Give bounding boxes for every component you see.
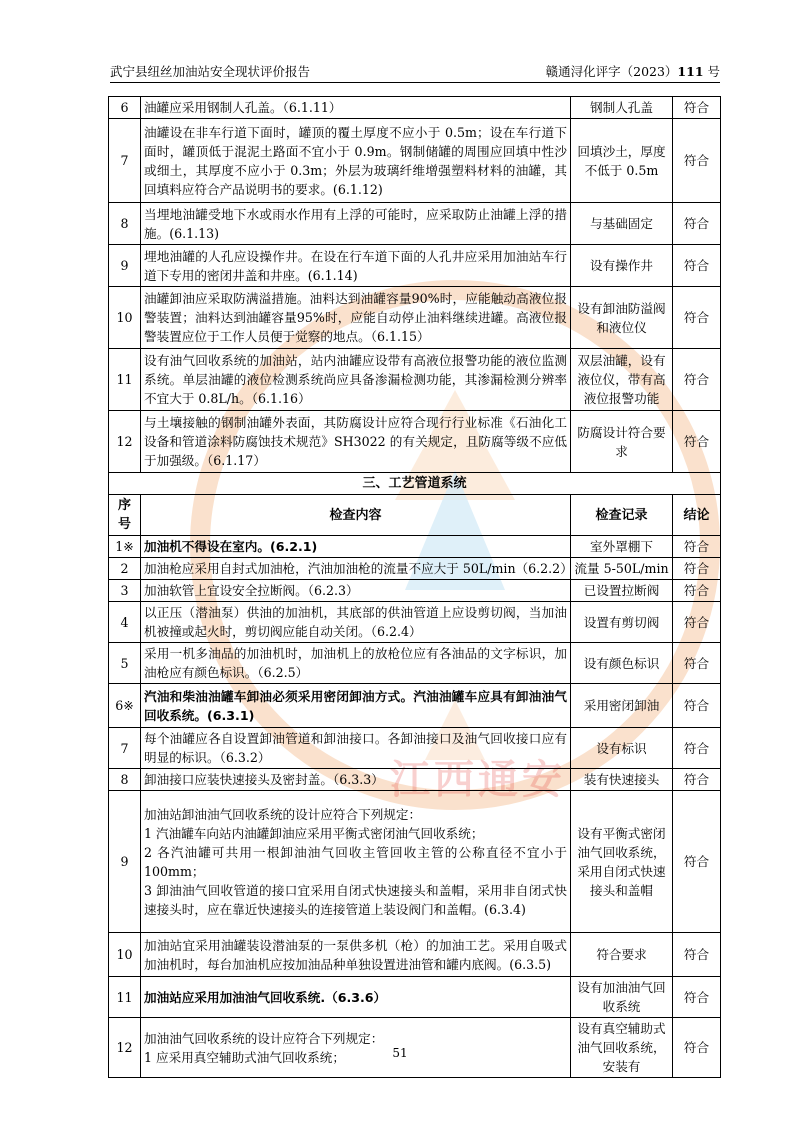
- row-record: 设置有剪切阀: [571, 602, 673, 643]
- row-number: 8: [109, 203, 141, 245]
- row-number: 1※: [109, 536, 141, 558]
- section-title: 三、工艺管道系统: [109, 473, 721, 495]
- row-content: 油罐卸油应采取防满溢措施。油料达到油罐容量90%时，应能触动高液位报警装置；油料达到油罐容量95%时，应能自动停止油料继续进罐。高液位报警装置应位于工作人员便于觉察的地点。（6.1.15）: [141, 287, 571, 349]
- row-record: 设有颜色标识: [571, 643, 673, 684]
- row-number: 11: [109, 977, 141, 1018]
- row-result: 符合: [673, 245, 721, 287]
- table-row: [109, 97, 721, 119]
- header-result: 结论: [673, 495, 721, 536]
- header-left: 武宁县纽丝加油站安全现状评价报告: [110, 64, 311, 79]
- row-number: 7: [109, 728, 141, 769]
- row-result: 符合: [673, 580, 721, 602]
- row-number: 9: [109, 791, 141, 933]
- row-number: 3: [109, 580, 141, 602]
- row-record: 设有加油油气回收系统: [571, 977, 673, 1018]
- row-number: 6: [109, 97, 141, 119]
- row-record: 已设置拉断阀: [571, 580, 673, 602]
- row-content: 设有油气回收系统的加油站，站内油罐应设带有高液位报警功能的液位监测系统。单层油罐的液位检测系统尚应具备渗漏检测功能，其渗漏检测分辨率不宜大于 0.8L/h。（6.1.16）: [141, 349, 571, 411]
- page-number: 51: [392, 1046, 408, 1060]
- row-number: 12: [109, 1018, 141, 1078]
- table-row: [109, 349, 721, 411]
- row-record: 室外罩棚下: [571, 536, 673, 558]
- row-record: 防腐设计符合要求: [571, 411, 673, 473]
- row-result: 符合: [673, 684, 721, 728]
- row-result: 符合: [673, 349, 721, 411]
- header-record: 检查记录: [571, 495, 673, 536]
- row-number: 4: [109, 602, 141, 643]
- row-result: 符合: [673, 536, 721, 558]
- row-number: 12: [109, 411, 141, 473]
- row-number: 10: [109, 933, 141, 977]
- row-content: 油罐应采用钢制人孔盖。（6.1.11）: [141, 97, 571, 119]
- row-record: 符合要求: [571, 933, 673, 977]
- table-row: [109, 203, 721, 245]
- row-result: 符合: [673, 203, 721, 245]
- row-record: 回填沙土，厚度不低于 0.5m: [571, 119, 673, 203]
- table-row: [109, 536, 721, 558]
- row-record: 设有平衡式密闭油气回收系统，采用自闭式快速接头和盖帽: [571, 791, 673, 933]
- content-line: 加油油气回收系统的设计应符合下列规定：: [144, 1030, 384, 1046]
- header-content: 检查内容: [141, 495, 571, 536]
- section-row: [109, 473, 721, 495]
- table-row: [109, 977, 721, 1018]
- row-result: 符合: [673, 977, 721, 1018]
- row-result: 符合: [673, 558, 721, 580]
- row-content: 加油站应采用加油油气回收系统.（6.3.6）: [141, 977, 571, 1018]
- page-header: [110, 58, 720, 83]
- table-row: [109, 791, 721, 933]
- row-content: 加油机不得设在室内。(6.2.1): [141, 536, 571, 558]
- table-header-row: [109, 495, 721, 536]
- table-row: [109, 245, 721, 287]
- row-content: 加油枪应采用自封式加油枪，汽油加油枪的流量不应大于 50L/min（6.2.2）: [141, 558, 571, 580]
- row-content: 油罐设在非车行道下面时，罐顶的覆土厚度不应小于 0.5m；设在车行道下面时，罐顶低于混泥土路面不宜小于 0.9m。钢制储罐的周围应回填中性沙或细土，其厚度不应小于 0.3m；外层为玻璃纤维增强塑料材料的油罐，其回填料应符合产品说明书的要求。(6.1.12): [141, 119, 571, 203]
- table-row: [109, 728, 721, 769]
- row-record: 设有卸油防溢阀和液位仪: [571, 287, 673, 349]
- row-number: 9: [109, 245, 141, 287]
- row-content: 当埋地油罐受地下水或雨水作用有上浮的可能时，应采取防止油罐上浮的措施。(6.1.13): [141, 203, 571, 245]
- content-line: 3 卸油油气回收管道的接口宜采用自闭式快速接头和盖帽，采用非自闭式快速接头时，应在靠近快速接头的连接管道上装设阀门和盖帽。(6.3.4): [144, 882, 567, 917]
- inspection-table: [108, 96, 721, 1078]
- table-row: [109, 602, 721, 643]
- row-content: 埋地油罐的人孔应设操作井。在设在行车道下面的人孔井应采用加油站车行道下专用的密闭井盖和井座。(6.1.14): [141, 245, 571, 287]
- row-content: 与土壤接触的钢制油罐外表面，其防腐设计应符合现行行业标准《石油化工设备和管道涂料防腐蚀技术规范》SH3022 的有关规定，且防腐等级不应低于加强级。（6.1.17）: [141, 411, 571, 473]
- row-content: 汽油和柴油油罐车卸油必须采用密闭卸油方式。汽油油罐车应具有卸油油气回收系统。(6.3.1): [141, 684, 571, 728]
- row-number: 7: [109, 119, 141, 203]
- row-content: 采用一机多油品的加油机时，加油机上的放枪位应有各油品的文字标识，加油枪应有颜色标识。（6.2.5）: [141, 643, 571, 684]
- table-row: [109, 769, 721, 791]
- row-result: 符合: [673, 769, 721, 791]
- content-line: 加油站卸油油气回收系统的设计应符合下列规定：: [144, 806, 422, 822]
- row-number: 2: [109, 558, 141, 580]
- row-record: 设有真空辅助式油气回收系统，安装有: [571, 1018, 673, 1078]
- row-content: [141, 791, 571, 933]
- row-result: 符合: [673, 119, 721, 203]
- content-line: 2 各汽油罐可共用一根卸油油气回收主管回收主管的公称直径不宜小于 100mm；: [144, 844, 567, 879]
- row-record: 设有标识: [571, 728, 673, 769]
- header-right: 赣通浔化评字（2023）111 号: [545, 64, 720, 79]
- row-result: 符合: [673, 728, 721, 769]
- watermark-text: 江西通安: [390, 757, 566, 803]
- row-number: 6※: [109, 684, 141, 728]
- row-record: 钢制人孔盖: [571, 97, 673, 119]
- table-row: [109, 684, 721, 728]
- row-content: 卸油接口应装快速接头及密封盖。（6.3.3）: [141, 769, 571, 791]
- row-content: 加油软管上宜设安全拉断阀。（6.2.3）: [141, 580, 571, 602]
- row-result: 符合: [673, 97, 721, 119]
- row-number: 10: [109, 287, 141, 349]
- table-row: [109, 119, 721, 203]
- row-record: 采用密闭卸油: [571, 684, 673, 728]
- row-number: 5: [109, 643, 141, 684]
- table-row: [109, 580, 721, 602]
- row-record: 设有操作井: [571, 245, 673, 287]
- row-record: 装有快速接头: [571, 769, 673, 791]
- table-row: [109, 933, 721, 977]
- content-line: 1 应采用真空辅助式油气回收系统；: [144, 1049, 345, 1065]
- row-record: 流量 5-50L/min: [571, 558, 673, 580]
- row-content: 加油站宜采用油罐装设潜油泵的一泵供多机（枪）的加油工艺。采用自吸式加油机时，每台加油机应按加油品种单独设置进油管和罐内底阀。(6.3.5): [141, 933, 571, 977]
- row-number: 8: [109, 769, 141, 791]
- row-result: 符合: [673, 602, 721, 643]
- row-content: 每个油罐应各自设置卸油管道和卸油接口。各卸油接口及油气回收接口应有明显的标识。（6.3.2）: [141, 728, 571, 769]
- row-result: 符合: [673, 791, 721, 933]
- table-row: [109, 643, 721, 684]
- row-number: 11: [109, 349, 141, 411]
- row-result: 符合: [673, 287, 721, 349]
- table-row: [109, 558, 721, 580]
- table-row: [109, 411, 721, 473]
- table-row: [109, 287, 721, 349]
- row-result: 符合: [673, 933, 721, 977]
- header-number: 序号: [109, 495, 141, 536]
- row-result: 符合: [673, 1018, 721, 1078]
- row-result: 符合: [673, 411, 721, 473]
- content-line: 1 汽油罐车向站内油罐卸油应采用平衡式密闭油气回收系统；: [144, 825, 484, 841]
- row-record: 双层油罐，设有液位仪，带有高液位报警功能: [571, 349, 673, 411]
- row-record: 与基础固定: [571, 203, 673, 245]
- row-content: 以正压（潜油泵）供油的加油机，其底部的供油管道上应设剪切阀，当加油机被撞或起火时，剪切阀应能自动关闭。（6.2.4）: [141, 602, 571, 643]
- row-result: 符合: [673, 643, 721, 684]
